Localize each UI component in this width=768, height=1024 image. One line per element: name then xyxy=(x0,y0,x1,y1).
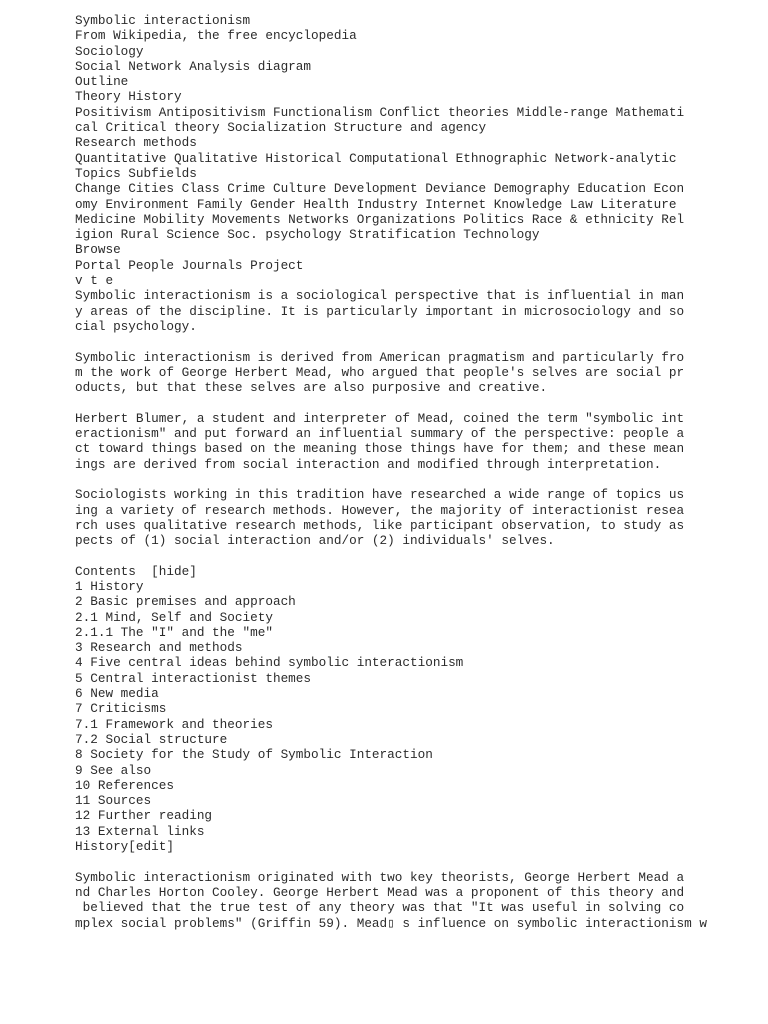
text-line: omy Environment Family Gender Health Industry Internet Knowledge Law Literature xyxy=(75,196,677,212)
text-line: Symbolic interactionism is a sociological perspective that is influential in man xyxy=(75,288,685,304)
text-line: 9 See also xyxy=(75,762,152,778)
text-line: pects of (1) social interaction and/or (2) individuals' selves. xyxy=(75,533,555,549)
text-line: nd Charles Horton Cooley. George Herbert Mead was a proponent of this theory and xyxy=(75,884,685,900)
text-line: Social Network Analysis diagram xyxy=(75,58,312,74)
blank-line xyxy=(75,472,685,487)
blank-line xyxy=(75,854,685,869)
text-line: 7.2 Social structure xyxy=(75,731,228,747)
blank-line xyxy=(75,395,685,410)
blank-line xyxy=(75,548,685,563)
text-line: oducts, but that these selves are also purposive and creative. xyxy=(75,380,548,396)
text-line: Herbert Blumer, a student and interpreter of Mead, coined the term "symbolic int xyxy=(75,410,685,426)
text-line: cal Critical theory Socialization Structure and agency xyxy=(75,120,487,136)
text-line: Topics Subfields xyxy=(75,165,197,181)
text-line: From Wikipedia, the free encyclopedia xyxy=(75,28,357,44)
text-line: 10 References xyxy=(75,777,174,793)
text-line: believed that the true test of any theory was that "It was useful in solving co xyxy=(75,900,685,916)
text-line: 2.1.1 The "I" and the "me" xyxy=(75,624,273,640)
text-line: 4 Five central ideas behind symbolic interactionism xyxy=(75,655,464,671)
text-line: 1 History xyxy=(75,578,144,594)
text-line: v t e xyxy=(75,273,114,289)
text-line: rch uses qualitative research methods, like participant observation, to study as xyxy=(75,517,685,533)
text-line: 2.1 Mind, Self and Society xyxy=(75,609,273,625)
text-line: 3 Research and methods xyxy=(75,640,243,656)
text-line: 2 Basic premises and approach xyxy=(75,594,296,610)
blank-line xyxy=(75,334,685,349)
text-line: Symbolic interactionism is derived from American pragmatism and particularly fro xyxy=(75,349,685,365)
text-line: Outline xyxy=(75,74,129,90)
text-line: History[edit] xyxy=(75,839,174,855)
text-line: mplex social problems" (Griffin 59). Mead▯ s influence on symbolic interactionism w xyxy=(75,915,707,931)
text-line: Medicine Mobility Movements Networks Organizations Politics Race & ethnicity Rel xyxy=(75,211,685,227)
text-line: Quantitative Qualitative Historical Computational Ethnographic Network-analytic xyxy=(75,150,677,166)
text-line: 8 Society for the Study of Symbolic Interaction xyxy=(75,747,433,763)
text-line: Browse xyxy=(75,242,121,258)
text-line: y areas of the discipline. It is particularly important in microsociology and so xyxy=(75,303,685,319)
text-line: cial psychology. xyxy=(75,318,197,334)
text-line: ct toward things based on the meaning those things have for them; and these mean xyxy=(75,441,685,457)
text-line: 5 Central interactionist themes xyxy=(75,670,312,686)
text-line: Theory History xyxy=(75,89,182,105)
text-line: ings are derived from social interaction and modified through interpretation. xyxy=(75,456,662,472)
text-line: Research methods xyxy=(75,135,197,151)
text-line: Positivism Antipositivism Functionalism Conflict theories Middle-range Mathemati xyxy=(75,104,685,120)
text-line: igion Rural Science Soc. psychology Stratification Technology xyxy=(75,227,540,243)
text-line: Symbolic interactionism xyxy=(75,13,251,28)
text-line: 7 Criticisms xyxy=(75,701,167,717)
document-page xyxy=(75,13,707,931)
text-line: 13 External links xyxy=(75,823,205,839)
text-line: m the work of George Herbert Mead, who argued that people's selves are social pr xyxy=(75,364,685,380)
text-line: Change Cities Class Crime Culture Development Deviance Demography Education Econ xyxy=(75,181,685,197)
text-line: 6 New media xyxy=(75,686,159,702)
text-line: 11 Sources xyxy=(75,793,152,809)
text-line: Sociology xyxy=(75,43,144,59)
text-line: Symbolic interactionism originated with two key theorists, George Herbert Mead a xyxy=(75,869,685,885)
text-line: Contents [hide] xyxy=(75,563,197,579)
text-line: 12 Further reading xyxy=(75,808,213,824)
text-line: Portal People Journals Project xyxy=(75,257,304,273)
text-line: eractionism" and put forward an influential summary of the perspective: people a xyxy=(75,426,685,442)
text-line: Sociologists working in this tradition have researched a wide range of topics us xyxy=(75,487,685,503)
text-line: 7.1 Framework and theories xyxy=(75,716,273,732)
text-line: ing a variety of research methods. However, the majority of interactionist resea xyxy=(75,502,685,518)
